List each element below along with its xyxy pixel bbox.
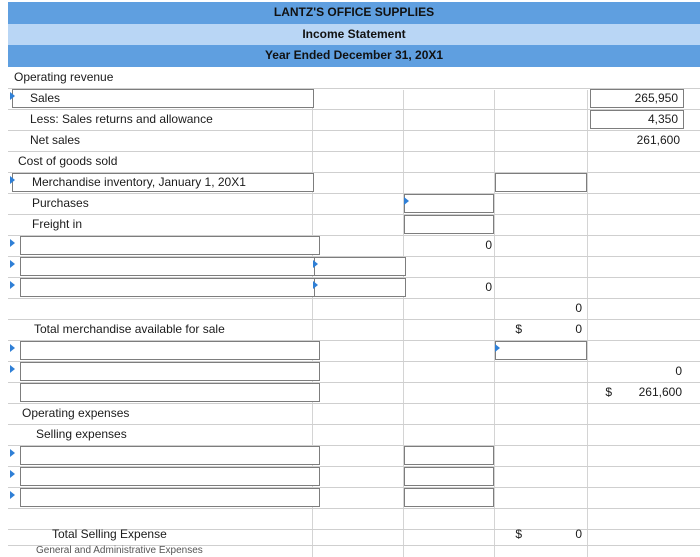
freight-in-label: Freight in xyxy=(32,217,83,231)
marker-icon xyxy=(10,176,15,184)
operating-expenses-label: Operating expenses xyxy=(22,406,130,420)
row-gross-profit xyxy=(8,382,700,404)
cost-of-goods-sold-label: Cost of goods sold xyxy=(18,154,118,168)
row-blank-9 xyxy=(8,487,700,509)
subtotal-value: 0 xyxy=(485,280,492,294)
marker-icon xyxy=(10,281,15,289)
net-sales-amount: 261,600 xyxy=(636,133,680,147)
purchases-label: Purchases xyxy=(32,196,89,210)
gross-profit-amount: 261,600 xyxy=(638,385,682,399)
blank-label-field[interactable] xyxy=(20,278,320,297)
total-selling-amount: 0 xyxy=(575,527,582,541)
marker-icon xyxy=(10,449,15,457)
marker-icon xyxy=(10,470,15,478)
marker-icon xyxy=(10,365,15,373)
gross-profit-currency: $ xyxy=(605,385,612,399)
sales-returns-amount: 4,350 xyxy=(647,112,678,126)
merchandise-inventory-label: Merchandise inventory, January 1, 20X1 xyxy=(32,175,246,189)
row-freight-in xyxy=(8,214,700,236)
row-blank-5 xyxy=(8,340,700,362)
net-sales-label: Net sales xyxy=(30,133,81,147)
row-purchases xyxy=(8,193,700,215)
row-blank-1 xyxy=(8,235,700,257)
total-merchandise-label: Total merchandise available for sale xyxy=(34,322,225,336)
marker-icon xyxy=(10,260,15,268)
marker-icon xyxy=(313,260,318,268)
freight-in-amount-field[interactable] xyxy=(404,215,494,234)
blank-amount-field[interactable] xyxy=(404,488,494,507)
total-selling-expense-label: Total Selling Expense xyxy=(52,527,167,541)
row-merchandise-inventory xyxy=(8,172,700,194)
blank-label-field[interactable] xyxy=(20,341,320,360)
blank-label-field[interactable] xyxy=(20,446,320,465)
company-name-band xyxy=(8,2,700,24)
blank-amount-field[interactable] xyxy=(314,278,406,297)
merchandise-inventory-amount-field[interactable] xyxy=(495,173,587,192)
total-selling-currency: $ xyxy=(515,527,522,541)
row-selling-expenses xyxy=(8,424,700,446)
row-blank-3 xyxy=(8,277,700,299)
blank-amount-field[interactable] xyxy=(495,341,587,360)
marker-icon xyxy=(313,281,318,289)
period-band xyxy=(8,45,700,67)
cogs-amount: 0 xyxy=(675,364,682,378)
marker-icon xyxy=(10,491,15,499)
blank-label-field[interactable] xyxy=(20,362,320,381)
sales-returns-label: Less: Sales returns and allowance xyxy=(30,112,213,126)
statement-period: Year Ended December 31, 20X1 xyxy=(264,48,444,62)
marker-icon xyxy=(10,92,15,100)
marker-icon xyxy=(10,344,15,352)
subtotal-value: 0 xyxy=(485,238,492,252)
purchases-amount-field[interactable] xyxy=(404,194,494,213)
blank-amount-field[interactable] xyxy=(404,467,494,486)
row-blank-6 xyxy=(8,361,700,383)
total-merchandise-amount: 0 xyxy=(575,322,582,336)
blank-label-field[interactable] xyxy=(20,488,320,507)
total-value: 0 xyxy=(575,301,582,315)
total-merchandise-currency: $ xyxy=(515,322,522,336)
general-admin-label: General and Administrative Expenses xyxy=(36,545,203,556)
statement-title-band xyxy=(8,24,700,45)
row-sales-returns xyxy=(8,109,700,131)
blank-label-field[interactable] xyxy=(20,383,320,402)
blank-amount-field[interactable] xyxy=(404,446,494,465)
blank-amount-field[interactable] xyxy=(314,257,406,276)
row-blank-2 xyxy=(8,256,700,278)
blank-label-field[interactable] xyxy=(20,467,320,486)
blank-label-field[interactable] xyxy=(20,236,320,255)
sales-amount: 265,950 xyxy=(634,91,678,105)
marker-icon xyxy=(404,197,409,205)
row-net-sales xyxy=(8,130,700,152)
sales-label: Sales xyxy=(30,91,61,105)
row-blank-8 xyxy=(8,466,700,488)
row-operating-expenses xyxy=(8,403,700,425)
row-total-selling-expense xyxy=(8,524,700,546)
row-sales xyxy=(8,88,700,110)
row-blank-4 xyxy=(8,298,700,320)
row-blank-7 xyxy=(8,445,700,467)
row-cost-of-goods-sold xyxy=(8,151,700,173)
row-general-admin xyxy=(8,545,700,557)
row-operating-revenue xyxy=(8,67,700,89)
operating-revenue-label: Operating revenue xyxy=(14,70,114,84)
company-name: LANTZ'S OFFICE SUPPLIES xyxy=(273,5,435,19)
blank-label-field[interactable] xyxy=(20,257,320,276)
row-total-merchandise xyxy=(8,319,700,341)
statement-title: Income Statement xyxy=(302,27,406,41)
marker-icon xyxy=(10,239,15,247)
marker-icon xyxy=(495,344,500,352)
selling-expenses-label: Selling expenses xyxy=(36,427,127,441)
